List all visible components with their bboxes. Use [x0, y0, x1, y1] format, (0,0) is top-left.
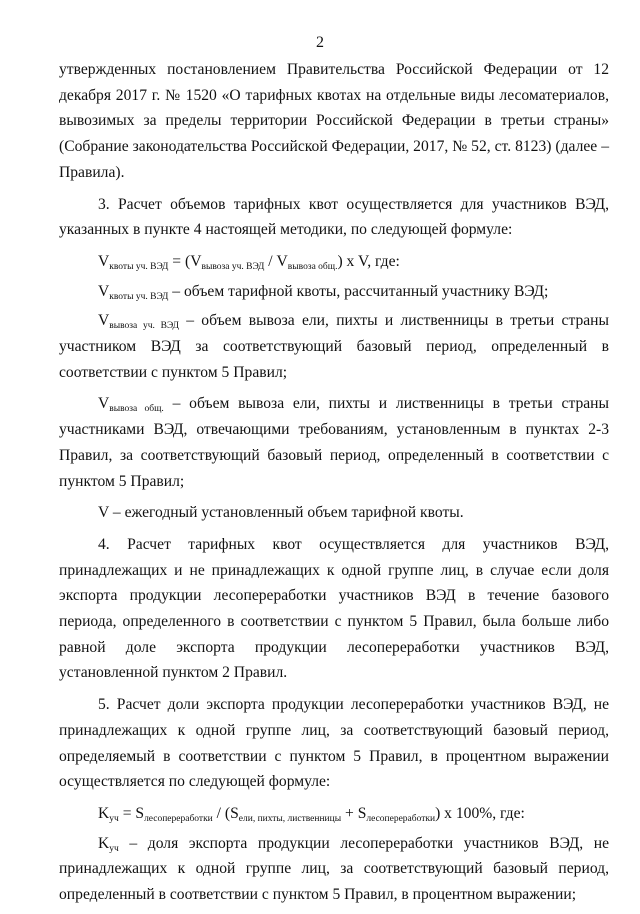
definition-v-export-total [59, 391, 609, 494]
formula-operator: + S [341, 804, 367, 822]
formula-subscript: вывоза уч. ВЭД [201, 261, 265, 272]
definition-subscript: вывоза уч. ВЭД [109, 321, 179, 332]
intro-paragraph: утвержденных постановлением Правительства Российской Федерации от 12 декабря 2017 г. № 1520 «О тарифных квотах на отдельные виды лесоматериалов, вывозимых за пределы территории Российской Федерации в третьи страны» (Собрание законодательства Российской Федерации, 2017, № 52, ст. 8123) (далее – Правила). [59, 61, 609, 181]
formula-subscript: уч [109, 813, 119, 824]
definition-v-quota [59, 279, 609, 305]
section-4-paragraph: 4. Расчет тарифных квот осуществляется для участников ВЭД, принадлежащих и не принадлежащих к одной группе лиц, в случае если доля экспорта продукции лесопереработки участников ВЭД в течение базового периода, определенного в соответствии с пунктом 5 Правил, была больше либо равной доле экспорта продукции лесопереработки участников ВЭД, установленной пунктом 2 Правил. [59, 535, 609, 682]
formula-operator: = S [118, 804, 145, 822]
formula-share [59, 801, 609, 827]
definition-subscript: вывоза общ. [109, 404, 164, 415]
formula-subscript: ели, пихты, лиственницы [238, 813, 342, 824]
definition-var: K [98, 834, 110, 852]
formula-subscript: вывоза общ. [287, 261, 338, 272]
formula-var: K [98, 804, 110, 822]
section-5-paragraph: 5. Расчет доли экспорта продукции лесопереработки участников ВЭД, не принадлежащих к одной группе лиц, за соответствующий базовый период, определяемый в соответствии с пунктом 5 Правил, в процентном выражении осуществляется по следующей формуле: [59, 696, 609, 791]
definition-v-annual: V – ежегодный установленный объем тарифной квоты. [98, 504, 464, 522]
definition-text: – объем вывоза ели, пихты и лиственницы в третьи страны участником ВЭД за соответствующий базовый период, определенный в соответствии с пунктом 5 Правил; [59, 312, 609, 381]
formula-tail: ) x V, где: [337, 252, 400, 270]
definition-var: V [98, 312, 110, 330]
definition-subscript: уч [109, 843, 119, 854]
formula-subscript: квоты уч. ВЭД [109, 261, 169, 272]
definition-text: – доля экспорта продукции лесопереработки участников ВЭД, не принадлежащих к одной группе лиц, за соответствующий базовый период, определенный в соответствии с пунктом 5 Правил, в процентном выражении; [59, 834, 609, 904]
formula-subscript: лесопереработки [366, 813, 436, 824]
definition-v-export-participant [59, 308, 609, 385]
formula-quota [59, 249, 609, 275]
definition-var: V [98, 282, 110, 300]
formula-var: V [98, 252, 110, 270]
formula-operator: = (V [168, 252, 202, 270]
definition-subscript: квоты уч. ВЭД [109, 291, 169, 302]
formula-tail: ) x 100%, где: [435, 804, 525, 822]
definition-k-share [59, 831, 609, 908]
definition-text: – объем тарифной квоты, рассчитанный участнику ВЭД; [168, 282, 549, 300]
page-number: 2 [316, 34, 324, 51]
formula-subscript: лесопереработки [144, 813, 213, 824]
definition-var: V [98, 395, 110, 413]
formula-operator: / (S [212, 804, 239, 822]
definition-text: – объем вывоза ели, пихты и лиственницы в третьи страны участниками ВЭД, отвечающими требованиям, установленным в пунктах 2-3 Правил, за соответствующий базовый период, определенный в соответствии с пунктом 5 Правил; [59, 395, 609, 490]
document-body [59, 57, 609, 914]
section-3-paragraph: 3. Расчет объемов тарифных квот осуществляется для участников ВЭД, указанных в пункте 4 настоящей методики, по следующей формуле: [59, 195, 609, 239]
formula-operator: / V [264, 252, 288, 270]
